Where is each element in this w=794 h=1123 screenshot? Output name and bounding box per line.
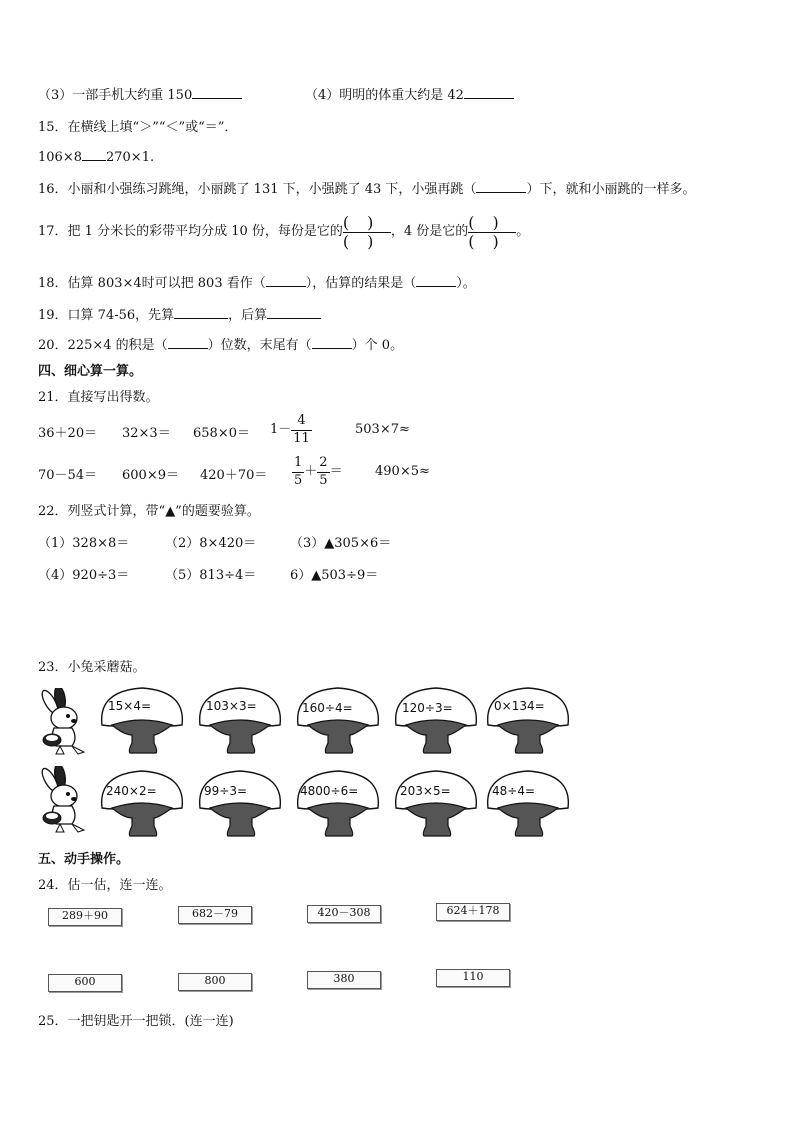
fraction-blank[interactable]: $\frac{()}{()}$ bbox=[342, 212, 392, 251]
answer-blank[interactable] bbox=[192, 86, 242, 99]
mushroom-icon bbox=[392, 685, 480, 757]
mushroom-9[interactable] bbox=[392, 768, 480, 840]
answer-blank[interactable] bbox=[476, 180, 526, 193]
mushroom-icon bbox=[98, 685, 186, 757]
q22-item-5: （5）813÷4＝ bbox=[165, 568, 257, 583]
result-box-bottom-2[interactable]: 800 bbox=[178, 973, 252, 991]
mushroom-expression: 99÷3= bbox=[204, 784, 248, 798]
q16-text: 16．小丽和小强练习跳绳，小丽跳了 131 下，小强跳了 43 下，小强再跳（ ）下，就和小丽跳的一样多。 bbox=[38, 182, 696, 197]
estimate-box-top-1[interactable]: 289＋90 bbox=[48, 908, 122, 926]
result-box-bottom-3[interactable]: 380 bbox=[307, 971, 381, 989]
mushroom-expression: 15×4= bbox=[108, 699, 152, 713]
mushroom-6[interactable] bbox=[98, 768, 186, 840]
mushroom-expression: 0×134= bbox=[494, 699, 545, 713]
q24-title: 24．估一估，连一连。 bbox=[38, 878, 172, 893]
answer-blank[interactable] bbox=[464, 86, 514, 99]
q22-title: 22．列竖式计算，带“▲”的题要验算。 bbox=[38, 504, 260, 519]
mushroom-3[interactable] bbox=[294, 685, 382, 757]
answer-blank[interactable] bbox=[174, 306, 228, 319]
q19-text: 19．口算 74-56，先算 ，后算 bbox=[38, 304, 321, 323]
answer-blank[interactable] bbox=[416, 274, 456, 287]
mushroom-icon bbox=[294, 685, 382, 757]
answer-blank[interactable] bbox=[168, 336, 208, 349]
mushroom-expression: 4800÷6= bbox=[300, 784, 359, 798]
q22-item-6: 6）▲503÷9＝ bbox=[290, 568, 379, 583]
q15-title: 15．在横线上填“＞”“＜”或“＝”． bbox=[38, 120, 238, 135]
result-box-bottom-4[interactable]: 110 bbox=[436, 969, 510, 987]
q22-item-2: （2）8×420＝ bbox=[165, 536, 257, 551]
mushroom-expression: 48÷4= bbox=[492, 784, 536, 798]
rabbit-icon bbox=[36, 766, 96, 836]
q18-text: 18．估算 803×4时可以把 803 看作（ ），估算的结果是（ ）。 bbox=[38, 276, 476, 291]
mushroom-icon bbox=[196, 768, 284, 840]
mushroom-icon bbox=[98, 768, 186, 840]
estimate-box-top-2[interactable]: 682－79 bbox=[178, 906, 252, 924]
q22-item-4: （4）920÷3＝ bbox=[38, 568, 130, 583]
mushroom-icon bbox=[484, 685, 572, 757]
q15-compare: 106×8 270×1. bbox=[38, 150, 155, 165]
q22-item-1: （1）328×8＝ bbox=[38, 536, 130, 551]
mushroom-4[interactable] bbox=[392, 685, 480, 757]
q20-text: 20．225×4 的积是（ ）位数，末尾有（ ）个 0。 bbox=[38, 338, 404, 353]
mushroom-10[interactable] bbox=[484, 768, 572, 840]
mushroom-expression: 120÷3= bbox=[402, 701, 453, 715]
mushroom-expression: 240×2= bbox=[106, 784, 157, 798]
q21-r1-fraction: 1－ $\frac{4}{11}$ bbox=[270, 413, 310, 446]
mushroom-expression: 203×5= bbox=[400, 784, 451, 798]
q21-r2-3: 420＋70＝ bbox=[200, 468, 268, 483]
mushroom-8[interactable] bbox=[294, 768, 382, 840]
rabbit-icon bbox=[36, 688, 96, 758]
q14-item3: （3）一部手机大约重 150 bbox=[38, 84, 242, 103]
estimate-box-top-4[interactable]: 624＋178 bbox=[436, 903, 510, 921]
mushroom-icon bbox=[484, 768, 572, 840]
q21-r2-1: 70－54＝ bbox=[38, 468, 98, 483]
answer-blank[interactable] bbox=[267, 306, 321, 319]
answer-blank[interactable] bbox=[312, 336, 352, 349]
mushroom-icon bbox=[392, 768, 480, 840]
q17-text: 17．把 1 分米长的彩带平均分成 10 份，每份是它的 $\frac{()}{()}$ ，4 份是它的 $\frac{()}{()}$ 。 bbox=[38, 212, 530, 251]
estimate-box-top-3[interactable]: 420－308 bbox=[307, 905, 381, 923]
q21-title: 21．直接写出得数。 bbox=[38, 390, 159, 405]
compare-blank[interactable] bbox=[82, 148, 106, 161]
q21-r1-2: 32×3＝ bbox=[122, 426, 171, 441]
result-box-bottom-1[interactable]: 600 bbox=[48, 974, 122, 992]
mushroom-5[interactable] bbox=[484, 685, 572, 757]
mushroom-7[interactable] bbox=[196, 768, 284, 840]
answer-blank[interactable] bbox=[266, 274, 306, 287]
q25-title: 25．一把钥匙开一把锁．(连一连) bbox=[38, 1014, 234, 1029]
mushroom-2[interactable] bbox=[196, 685, 284, 757]
mushroom-expression: 103×3= bbox=[206, 699, 257, 713]
q14-item4: （4）明明的体重大约是 42 bbox=[305, 84, 514, 103]
mushroom-expression: 160÷4= bbox=[302, 701, 353, 715]
fraction-blank[interactable]: $\frac{()}{()}$ bbox=[468, 212, 517, 251]
q21-r2-fraction: $\frac{1}{5}$ ＋ $\frac{2}{5}$ ＝ bbox=[294, 455, 343, 488]
mushroom-icon bbox=[196, 685, 284, 757]
section-5-heading: 五、动手操作。 bbox=[38, 852, 130, 867]
q21-r2-4: 490×5≈ bbox=[375, 464, 430, 479]
q22-item-3: （3）▲305×6＝ bbox=[290, 536, 392, 551]
mushroom-1[interactable] bbox=[98, 685, 186, 757]
q23-title: 23．小兔采蘑菇。 bbox=[38, 660, 146, 675]
section-4-heading: 四、细心算一算。 bbox=[38, 364, 143, 379]
q21-r1-4: 503×7≈ bbox=[355, 422, 410, 437]
mushroom-icon bbox=[294, 768, 382, 840]
q21-r1-1: 36＋20＝ bbox=[38, 426, 98, 441]
q21-r1-3: 658×0＝ bbox=[193, 426, 250, 441]
q21-r2-2: 600×9＝ bbox=[122, 468, 179, 483]
